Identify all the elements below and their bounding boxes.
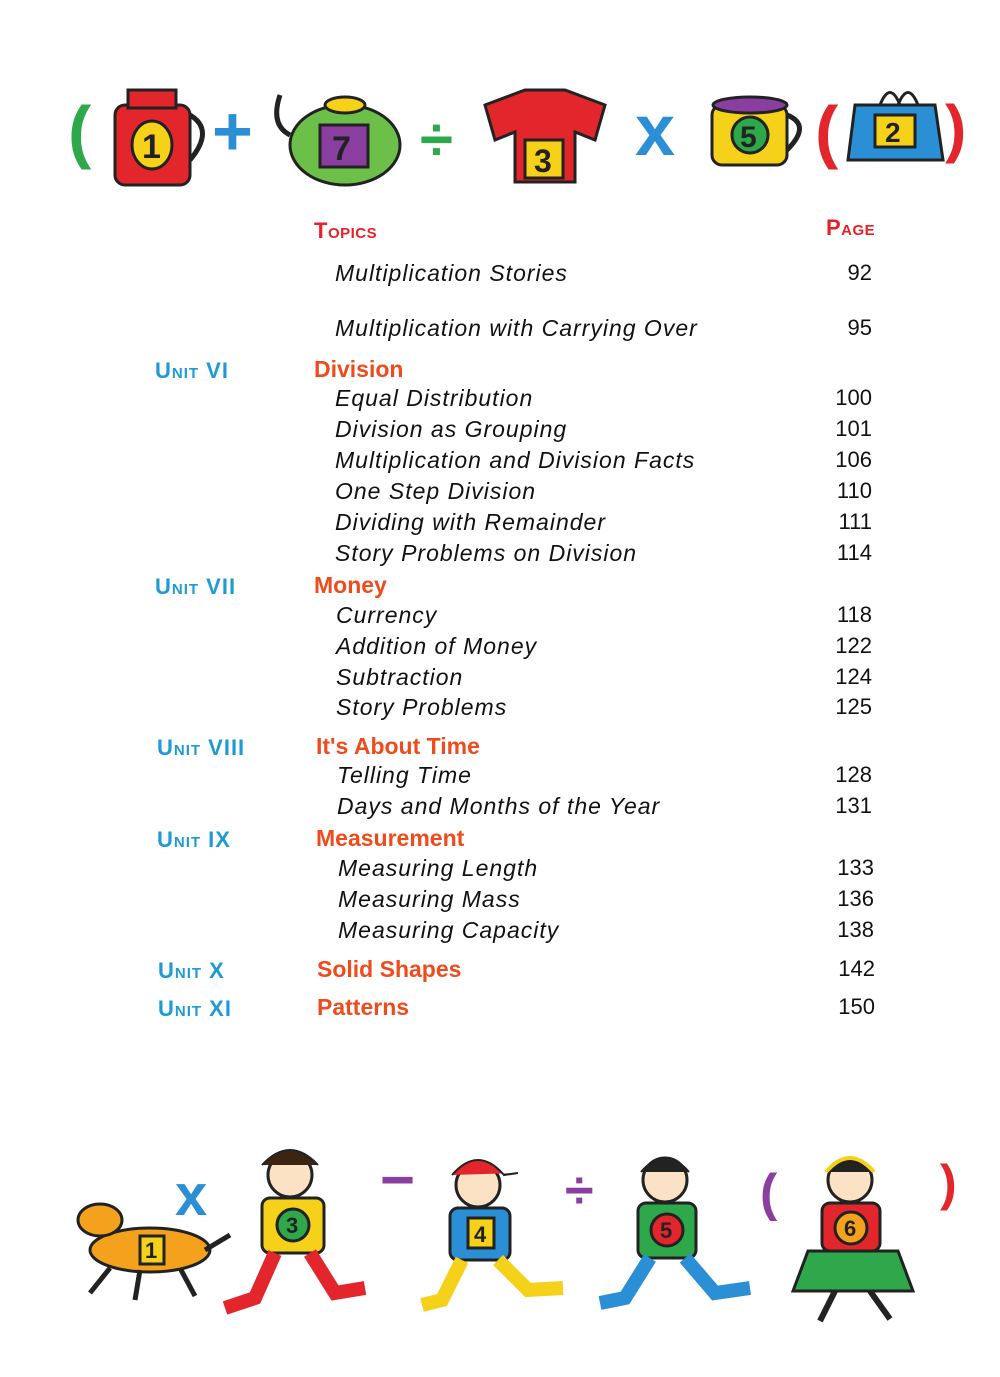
topic-title: Story Problems (336, 694, 508, 720)
topic-title: Equal Distribution (335, 385, 534, 411)
topic-title: Telling Time (337, 762, 472, 788)
chapter-title: It's About Time (316, 733, 480, 759)
bag-icon (848, 93, 943, 161)
topic-title: Dividing with Remainder (335, 509, 606, 535)
svg-text:1: 1 (142, 128, 161, 166)
list-item (0, 385, 1000, 415)
bottom-banner-illustration (0, 1140, 1000, 1340)
page-number: 110 (836, 478, 872, 503)
chapter-title: Solid Shapes (317, 956, 462, 982)
svg-text:3: 3 (286, 1213, 299, 1238)
svg-text:6: 6 (844, 1216, 857, 1241)
page-number: 101 (835, 416, 872, 441)
chapter-row (0, 356, 1000, 386)
unit-label: Unit XI (158, 996, 232, 1021)
page-header: Page (826, 215, 876, 240)
runner-icon (600, 1158, 750, 1303)
page-number: 114 (836, 540, 872, 565)
divide-glyph: ÷ (420, 106, 453, 173)
list-item (0, 664, 1000, 694)
page-number: 133 (837, 855, 874, 880)
svg-text:5: 5 (660, 1218, 673, 1243)
minus-glyph: − (380, 1146, 416, 1213)
red-jug-icon (115, 90, 203, 185)
chapter-row (0, 733, 1000, 763)
open-paren-glyph-2: ( (815, 92, 839, 170)
svg-text:5: 5 (740, 121, 757, 154)
svg-text:2: 2 (885, 117, 901, 148)
list-item (0, 694, 1000, 724)
topic-title: Story Problems on Division (335, 540, 638, 566)
svg-text:7: 7 (332, 130, 351, 168)
mug-icon (712, 97, 800, 165)
list-item (0, 633, 1000, 663)
page-number: 131 (835, 793, 872, 818)
runner-icon (793, 1158, 913, 1321)
page-number: 106 (835, 447, 872, 472)
chapter-row (0, 572, 1000, 602)
list-item (0, 509, 1000, 539)
topic-title: Measuring Mass (338, 886, 521, 912)
list-item (0, 478, 1000, 508)
page-number: 142 (838, 956, 875, 981)
unit-label: Unit VI (155, 358, 229, 383)
times-glyph: x (175, 1163, 208, 1228)
plus-glyph: + (212, 92, 253, 170)
page-number: 118 (836, 602, 872, 627)
page-number: 111 (838, 509, 872, 534)
topics-header: Topics (314, 218, 378, 243)
teapot-icon (277, 95, 400, 185)
topic-title: Multiplication and Division Facts (335, 447, 696, 473)
svg-text:4: 4 (474, 1222, 487, 1247)
open-paren-glyph: ( (760, 1164, 778, 1222)
list-item (0, 260, 1000, 290)
topic-title: Measuring Capacity (338, 917, 560, 943)
close-paren-glyph: ) (945, 92, 967, 164)
chapter-title: Division (314, 356, 404, 382)
page-number: 128 (835, 762, 872, 787)
svg-text:1: 1 (145, 1238, 158, 1263)
list-item (0, 855, 1000, 885)
unit-label: Unit VIII (157, 735, 246, 760)
unit-label: Unit VII (155, 574, 237, 599)
shirt-icon (485, 90, 605, 182)
page-number: 122 (835, 633, 872, 658)
chapter-title: Money (314, 572, 387, 598)
times-glyph: x (635, 91, 676, 171)
topic-title: Currency (336, 602, 438, 628)
unit-label: Unit X (158, 958, 225, 983)
chapter-row (0, 956, 1000, 986)
svg-text:3: 3 (534, 143, 552, 179)
list-item (0, 917, 1000, 947)
page-number: 92 (847, 260, 872, 285)
topic-title: One Step Division (335, 478, 537, 504)
topic-title: Division as Grouping (335, 416, 568, 442)
page-number: 150 (838, 994, 875, 1019)
list-item (0, 793, 1000, 823)
topic-title: Multiplication with Carrying Over (335, 315, 698, 341)
page-number: 124 (835, 664, 872, 689)
topic-title: Multiplication Stories (335, 260, 568, 286)
divide-glyph: ÷ (565, 1162, 594, 1220)
page-number: 125 (835, 694, 872, 719)
chapter-title: Patterns (317, 994, 410, 1020)
unit-label: Unit IX (157, 827, 231, 852)
topic-title: Measuring Length (338, 855, 539, 881)
list-item (0, 602, 1000, 632)
list-item (0, 886, 1000, 916)
runner-icon (422, 1160, 563, 1305)
topic-title: Addition of Money (336, 633, 538, 659)
topic-title: Subtraction (336, 664, 464, 690)
open-paren-glyph: ( (68, 92, 92, 170)
list-item (0, 416, 1000, 446)
list-item (0, 540, 1000, 570)
list-item (0, 447, 1000, 477)
chapter-title: Measurement (316, 825, 465, 851)
list-item (0, 762, 1000, 792)
close-paren-glyph: ) (940, 1155, 957, 1211)
page-number: 138 (837, 917, 874, 942)
page-number: 95 (847, 315, 872, 340)
page-number: 100 (835, 385, 872, 410)
chapter-row (0, 825, 1000, 855)
top-banner-illustration (0, 0, 1000, 200)
runner-icon (225, 1150, 365, 1308)
topic-title: Days and Months of the Year (337, 793, 661, 819)
list-item (0, 315, 1000, 345)
chapter-row (0, 994, 1000, 1024)
page-number: 136 (837, 886, 874, 911)
